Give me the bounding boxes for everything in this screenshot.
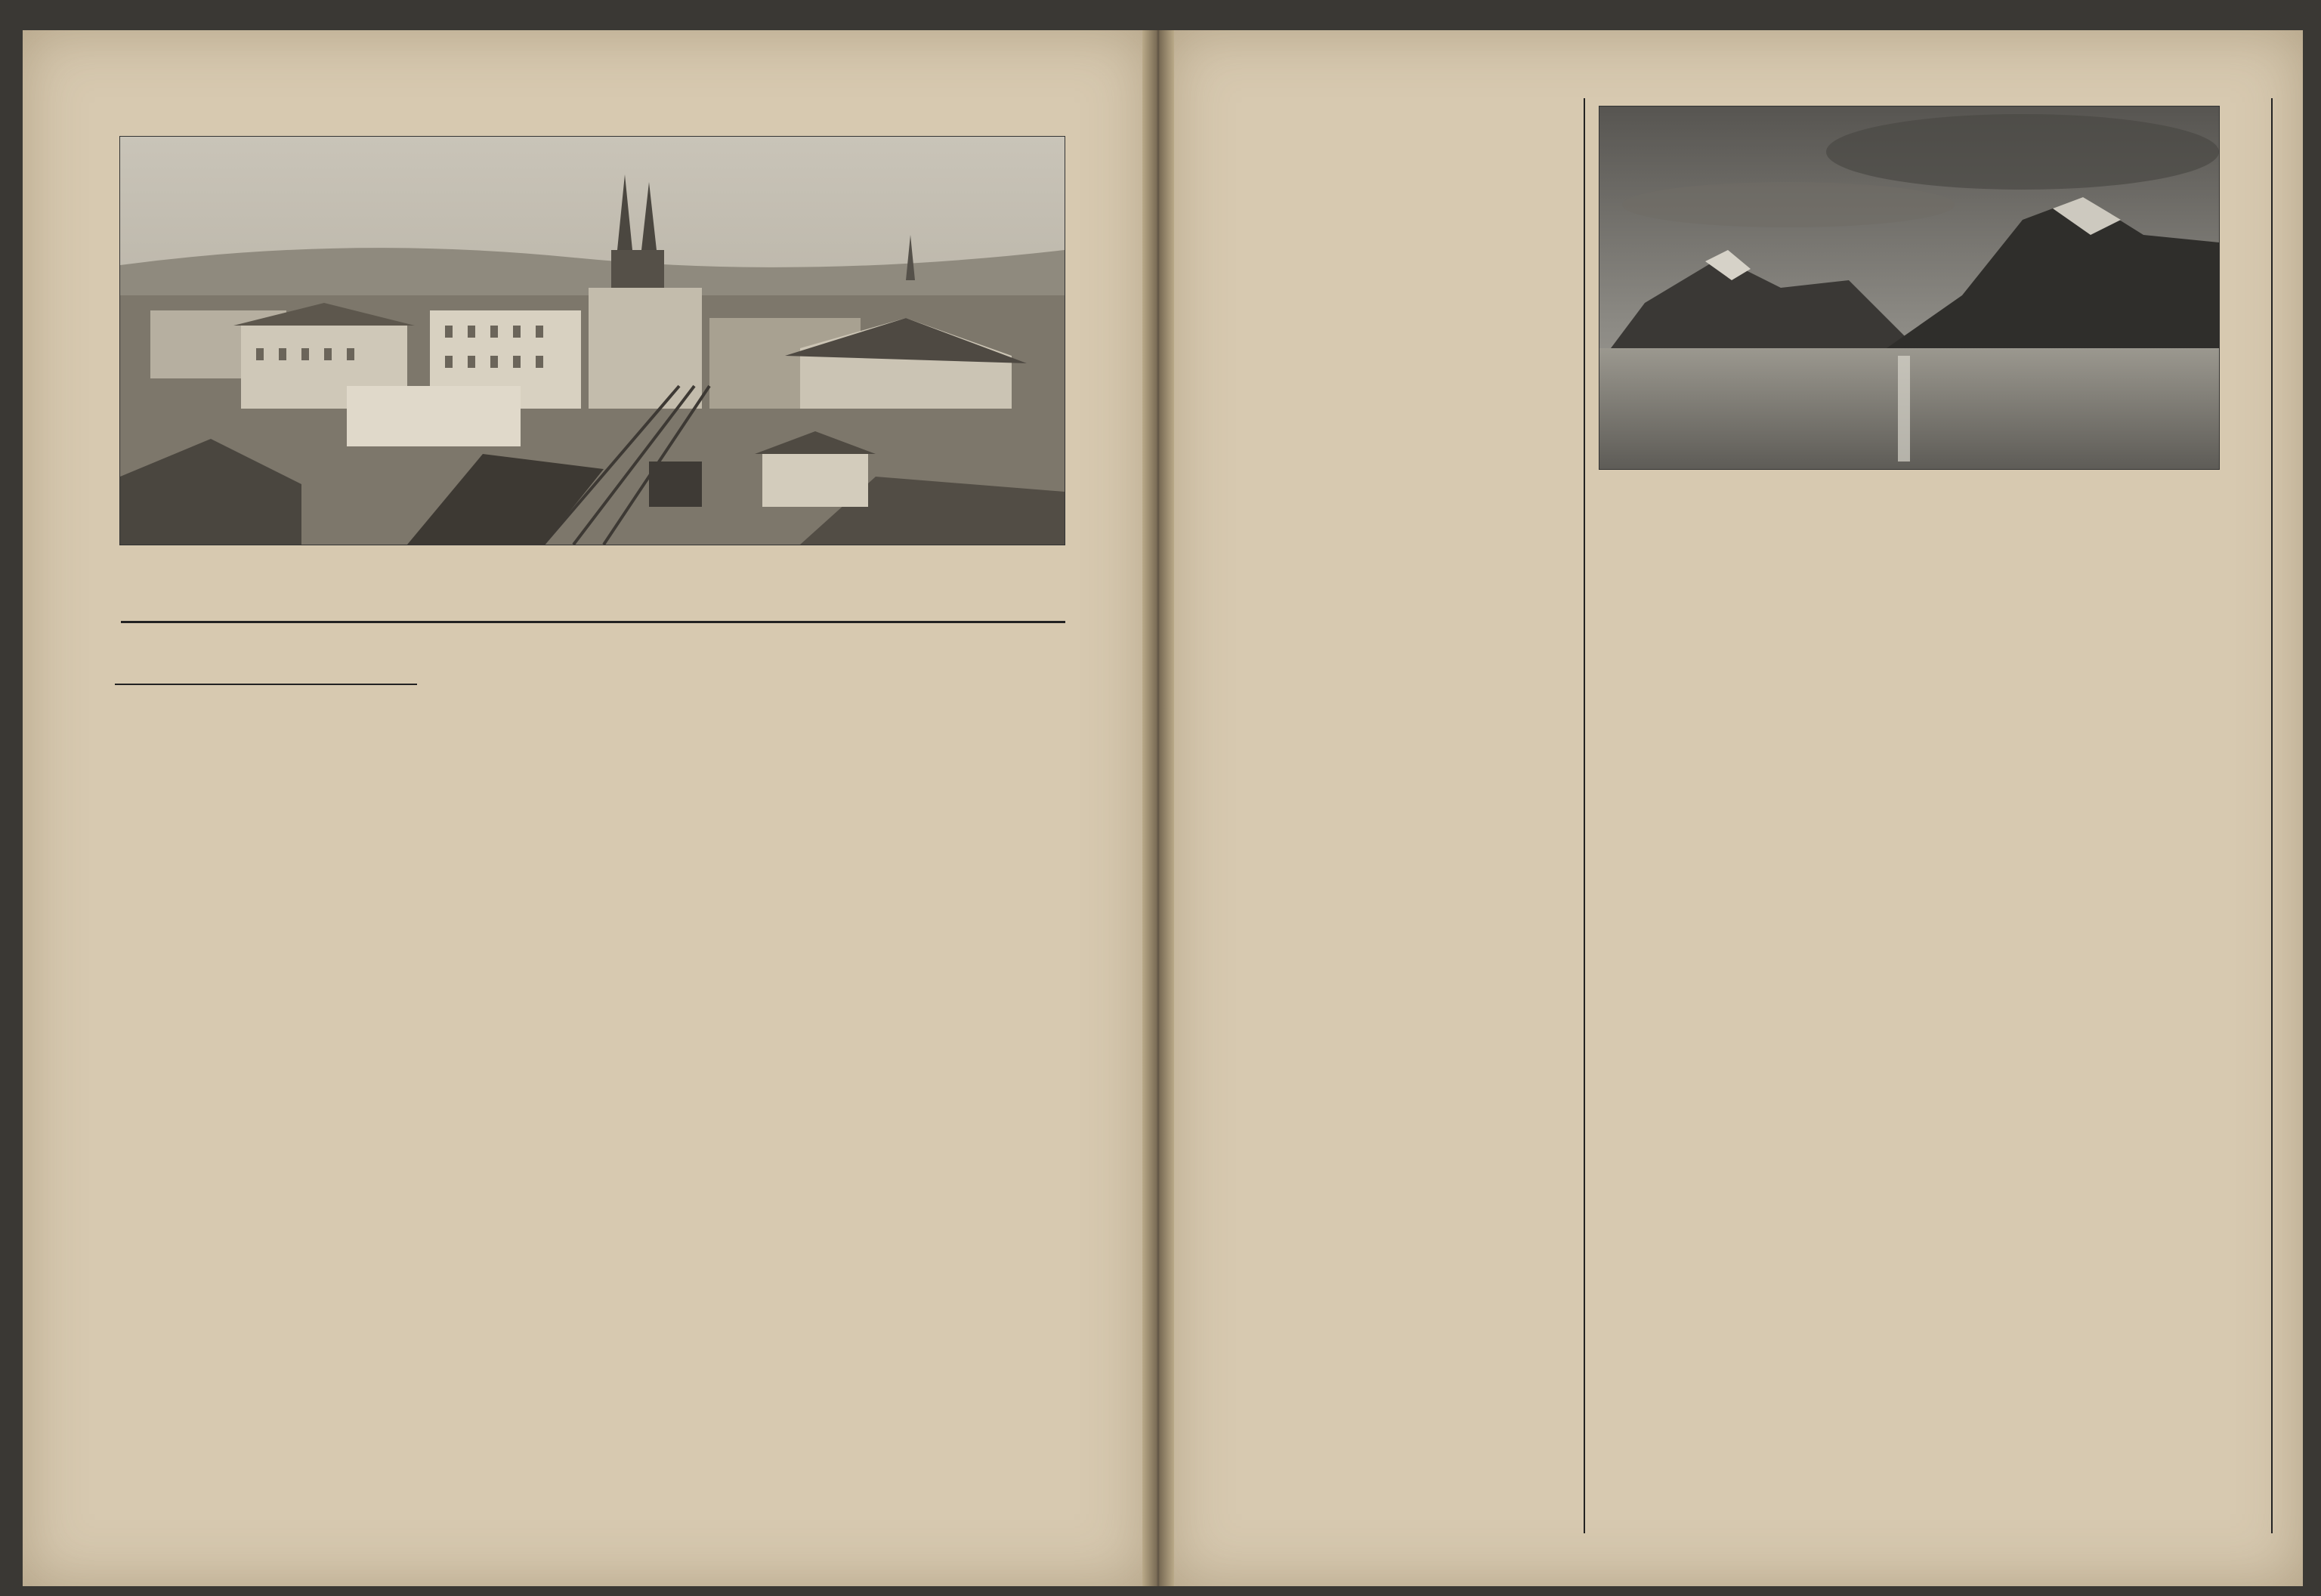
page-gutter [1142,30,1174,1586]
arctic-illustration [1599,107,2219,469]
column-divider-right [2271,98,2273,1533]
subheading-rule [115,684,417,685]
column-divider-left [1584,98,1585,1533]
skien-town-photo [119,136,1065,545]
headline-rule [121,621,1065,623]
article-subheading [181,648,192,681]
arctic-island-photo [1599,106,2220,470]
town-illustration [120,137,1065,545]
